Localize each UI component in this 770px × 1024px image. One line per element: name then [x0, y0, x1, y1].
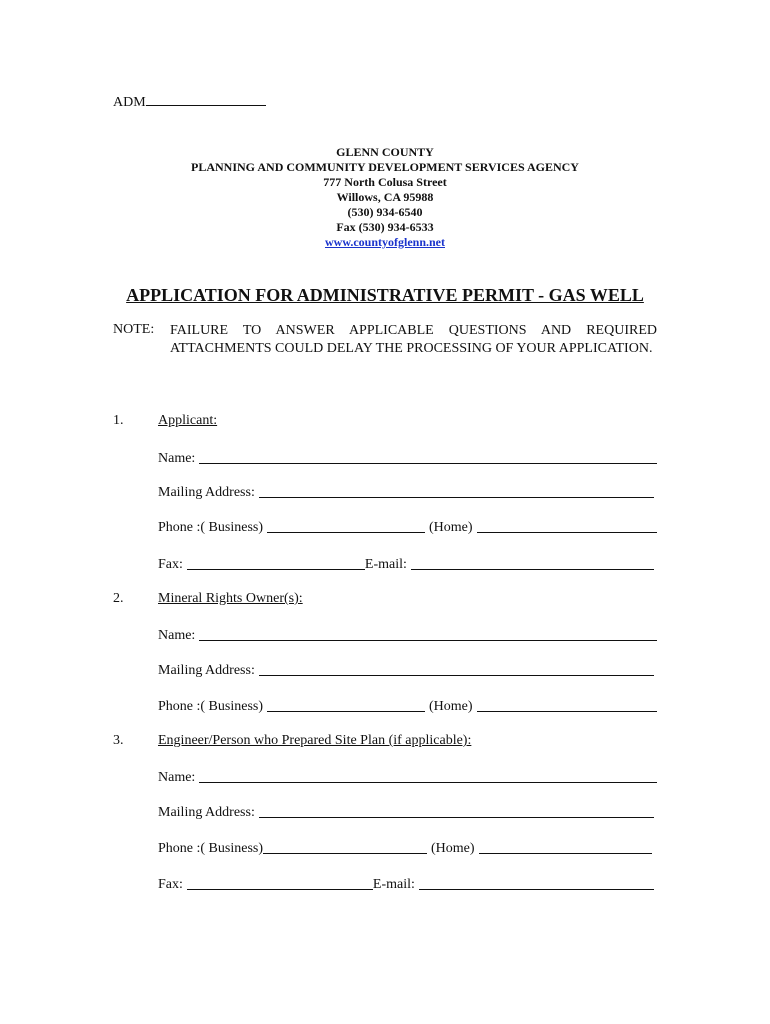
agency-street: 777 North Colusa Street	[323, 175, 447, 189]
agency-county: GLENN COUNTY	[336, 145, 434, 159]
owner-mailing-line[interactable]	[259, 675, 654, 676]
phone-home-label: (Home)	[429, 699, 473, 714]
section-3-number: 3.	[113, 733, 124, 748]
agency-name: PLANNING AND COMMUNITY DEVELOPMENT SERVICES AGENCY	[191, 160, 579, 174]
note-text: FAILURE TO ANSWER APPLICABLE QUESTIONS AND REQUIRED ATTACHMENTS COULD DELAY THE PROCESSING OF YOUR APPLICATION.	[170, 323, 657, 356]
engineer-phone-home-line[interactable]	[479, 853, 652, 854]
applicant-mailing-line[interactable]	[259, 497, 654, 498]
applicant-name-line[interactable]	[199, 463, 657, 464]
agency-phone: (530) 934-6540	[347, 205, 423, 219]
name-label: Name:	[158, 628, 196, 643]
mailing-label: Mailing Address:	[158, 805, 255, 820]
adm-label: ADM	[113, 95, 146, 110]
mailing-label: Mailing Address:	[158, 663, 255, 678]
name-label: Name:	[158, 451, 196, 466]
owner-phone-business-line[interactable]	[267, 711, 425, 712]
engineer-mailing-field[interactable]	[158, 803, 654, 821]
applicant-phone-home-line[interactable]	[477, 532, 657, 533]
agency-fax: Fax (530) 934-6533	[336, 220, 434, 234]
section-2-number: 2.	[113, 591, 124, 606]
section-3-title: Engineer/Person who Prepared Site Plan (if applicable):	[158, 733, 472, 748]
fax-label: Fax:	[158, 877, 183, 892]
phone-business-label: Phone :( Business)	[158, 520, 263, 535]
phone-home-label: (Home)	[429, 520, 473, 535]
engineer-phone-business-line[interactable]	[263, 853, 427, 854]
adm-blank-line[interactable]	[146, 93, 266, 106]
agency-city: Willows, CA 95988	[336, 190, 434, 204]
owner-name-line[interactable]	[199, 640, 657, 641]
engineer-email-line[interactable]	[419, 889, 654, 890]
mailing-label: Mailing Address:	[158, 485, 255, 500]
section-2-title: Mineral Rights Owner(s):	[158, 591, 303, 606]
adm-number-field[interactable]	[113, 93, 266, 111]
page-title: APPLICATION FOR ADMINISTRATIVE PERMIT - GAS WELL	[126, 285, 644, 305]
applicant-email-line[interactable]	[411, 569, 654, 570]
phone-business-label: Phone :( Business)	[158, 699, 263, 714]
owner-phone-home-line[interactable]	[477, 711, 657, 712]
phone-business-label: Phone :( Business)	[158, 841, 263, 856]
engineer-name-line[interactable]	[199, 782, 657, 783]
note-label: NOTE:	[113, 322, 155, 337]
fax-label: Fax:	[158, 557, 183, 572]
section-1-number: 1.	[113, 413, 124, 428]
engineer-fax-line[interactable]	[187, 889, 373, 890]
applicant-phone-field[interactable]	[158, 518, 657, 536]
applicant-fax-line[interactable]	[187, 569, 365, 570]
agency-website-link[interactable]: www.countyofglenn.net	[324, 235, 445, 249]
agency-header	[0, 145, 770, 250]
applicant-mailing-field[interactable]	[158, 483, 654, 501]
engineer-mailing-line[interactable]	[259, 817, 654, 818]
phone-home-label: (Home)	[431, 841, 475, 856]
email-label: E-mail:	[372, 877, 415, 892]
engineer-fax-email-field[interactable]	[158, 875, 654, 893]
owner-name-field[interactable]	[158, 626, 657, 644]
email-label: E-mail:	[364, 557, 407, 572]
applicant-name-field[interactable]	[158, 449, 657, 467]
applicant-fax-email-field[interactable]	[158, 555, 654, 573]
section-1-title: Applicant:	[158, 413, 218, 428]
engineer-name-field[interactable]	[158, 768, 657, 786]
applicant-phone-business-line[interactable]	[267, 532, 425, 533]
engineer-phone-field[interactable]	[158, 839, 652, 857]
owner-mailing-field[interactable]	[158, 661, 654, 679]
owner-phone-field[interactable]	[158, 697, 657, 715]
name-label: Name:	[158, 770, 196, 785]
